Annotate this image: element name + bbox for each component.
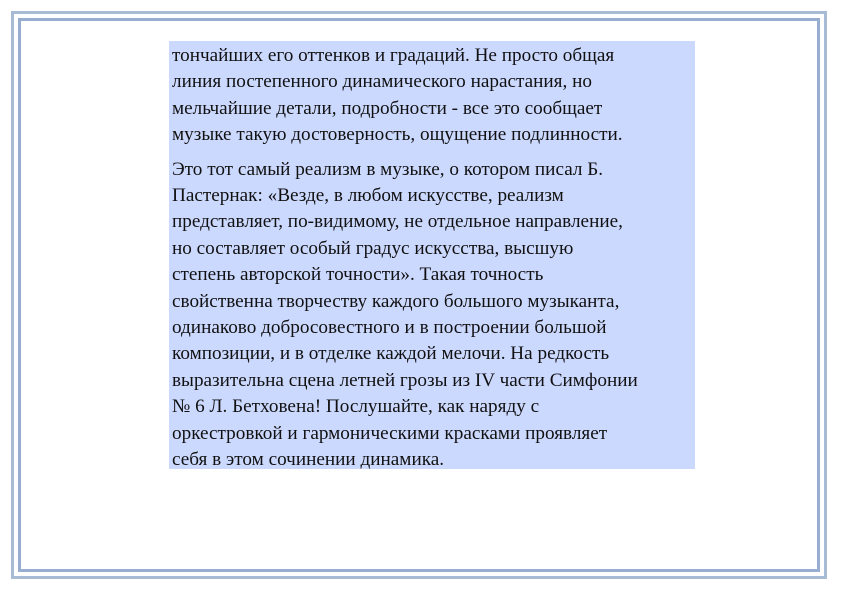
- text-line: № 6 Л. Бетховена! Послушайте, как наряду с: [172, 396, 540, 418]
- text-line: Это тот самый реализм в музыке, о котором писал Б.: [172, 158, 604, 180]
- paragraph-1: [172, 43, 692, 149]
- text-line: одинаково добросовестного и в построении большой: [172, 317, 607, 339]
- text-line: представляет, по-видимому, не отдельное направление,: [172, 211, 623, 233]
- text-line: мельчайшие детали, подробности - все это сообщает: [172, 97, 603, 119]
- text-line: себя в этом сочинении динамика.: [172, 449, 445, 471]
- text-line: композиции, и в отделке каждой мелочи. На редкость: [172, 343, 610, 365]
- paragraph-2: [172, 157, 692, 474]
- text-line: оркестровкой и гармоническими красками проявляет: [172, 422, 608, 444]
- text-line: свойственна творчеству каждого большого музыканта,: [172, 290, 620, 312]
- text-line: музыке такую достоверность, ощущение подлинности.: [172, 124, 623, 146]
- text-line: тончайших его оттенков и градаций. Не просто общая: [172, 45, 615, 66]
- text-line: но составляет особый градус искусства, высшую: [172, 237, 574, 259]
- text-line: степень авторской точности». Такая точность: [172, 264, 544, 286]
- text-line: линия постепенного динамического нарастания, но: [172, 71, 592, 93]
- text-line: выразительна сцена летней грозы из IV части Симфонии: [172, 369, 638, 391]
- highlighted-text-block: [169, 41, 695, 469]
- text-line: Пастернак: «Везде, в любом искусстве, реализм: [172, 185, 564, 207]
